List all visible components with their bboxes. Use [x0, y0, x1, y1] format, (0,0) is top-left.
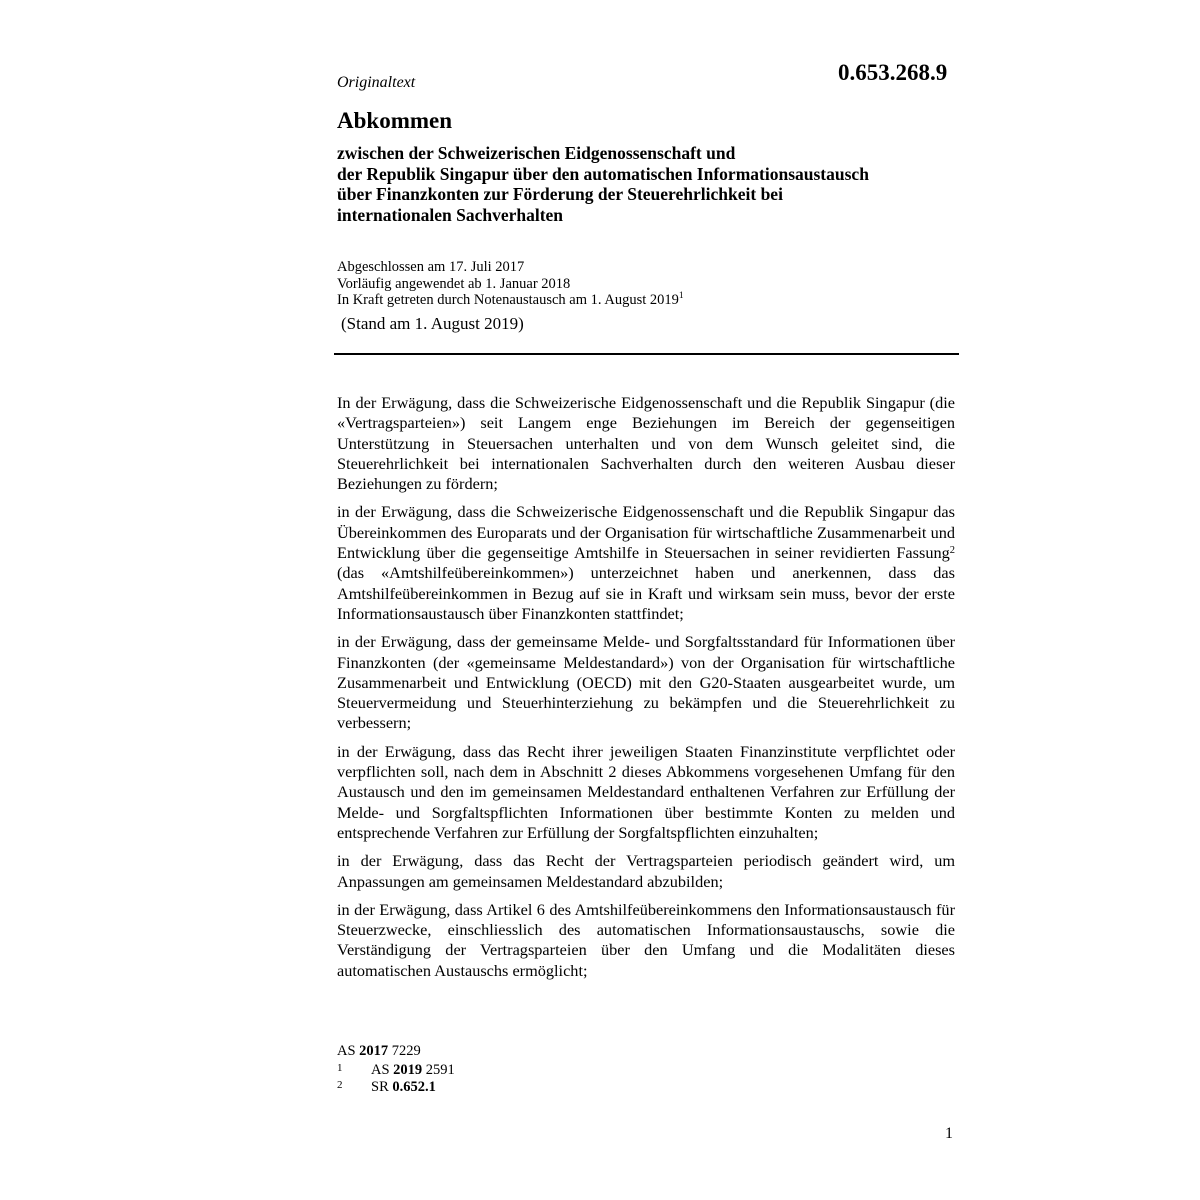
footnote-number: 2: [337, 1079, 343, 1091]
preamble-paragraph: in der Erwägung, dass der gemeinsame Melde- und Sorgfaltsstandard für Informationen über Finanzkonten (der «gemeinsame Meldestandard») von der Organisation für wirtschaftliche Zusammenarbeit und Entwicklung (OECD) mit den G20-Staaten ausgearbeitet wurde, um Steuervermeidung und Steuerhinterziehung zu bekämpfen und die Steuerehrlichkeit zu verbessern;: [337, 632, 955, 733]
paragraph-text: in der Erwägung, dass die Schweizerische Eidgenossenschaft und die Republik Singapur das Übereinkommen des Europarats und der Organisation für wirtschaftliche Zusammenarbeit und Entwicklung über die gegenseitige Amtshilfe in Steuersachen in seiner revidierten Fassung: [337, 502, 955, 563]
as-reference: [337, 1043, 421, 1060]
footnote-bold: 0.652.1: [392, 1079, 436, 1095]
preamble-paragraph: in der Erwägung, dass das Recht der Vertragsparteien periodisch geändert wird, um Anpassungen am gemeinsamen Meldestandard abzubilden;: [337, 851, 955, 891]
subtitle-line: internationalen Sachverhalten: [337, 204, 564, 225]
footnote-bold: 2019: [393, 1062, 423, 1078]
original-text-label: Originaltext: [337, 74, 416, 91]
subtitle-line: zwischen der Schweizerischen Eidgenossenschaft und: [337, 143, 736, 163]
preamble-paragraph: in der Erwägung, dass Artikel 6 des Amtshilfeübereinkommens den Informationsaustausch für Steuerzwecke, einschliesslich des automatischen Informationsaustauschs, sowie die Verständigung der Vertragsparteien über den Umfang und die Modalitäten dieses automatischen Austauschs ermöglicht;: [337, 899, 955, 980]
footnote-ref: 1: [678, 291, 684, 301]
concluded-date: Abgeschlossen am 17. Juli 2017: [337, 259, 525, 275]
status-date: (Stand am 1. August 2019): [341, 314, 524, 333]
applied-date: Vorläufig angewendet ab 1. Januar 2018: [337, 275, 571, 292]
footnote-suffix: 2591: [425, 1062, 455, 1078]
as-prefix: AS: [337, 1043, 356, 1059]
sr-number: 0.653.268.9: [838, 60, 948, 85]
as-year: 2017: [359, 1043, 389, 1059]
in-force-text: In Kraft getreten durch Notenaustausch am 1. August 2019: [337, 292, 679, 308]
preamble-paragraph: in der Erwägung, dass das Recht ihrer jeweiligen Staaten Finanzinstitute verpflichtet oder verpflichten soll, nach dem in Abschnitt 2 dieses Abkommens vorgesehenen Umfang für den Austausch und den im gemeinsamen Meldestandard enthaltenen Verfahren zur Erfüllung der Melde- und Sorgfaltspflichten Informationen über bestimmte Konten zu melden und entsprechende Verfahren zur Erfüllung der Sorgfaltspflichten einzuhalten;: [337, 741, 955, 842]
subtitle-line: der Republik Singapur über den automatischen Informationsaustausch: [337, 163, 869, 184]
footnote-prefix: SR: [371, 1079, 389, 1095]
footnote-ref: 2: [949, 545, 955, 557]
preamble-paragraph: [337, 502, 955, 624]
footnote: [337, 1079, 436, 1096]
footnote-prefix: AS: [371, 1062, 390, 1078]
footnote-number: 1: [337, 1062, 343, 1074]
document-metadata: [337, 259, 684, 309]
as-page: 7229: [391, 1043, 421, 1059]
preamble-body: [337, 393, 955, 989]
in-force-date: [337, 292, 684, 309]
page-number: 1: [945, 1125, 953, 1142]
preamble-paragraph: In der Erwägung, dass die Schweizerische Eidgenossenschaft und die Republik Singapur (die «Vertragsparteien») seit Langem enge Beziehungen im Bereich der gegenseitigen Unterstützung in Steuersachen unterhalten und von dem Wunsch geleitet sind, die Steuerehrlichkeit bei internationalen Sachverhalten durch den weiteren Ausbau dieser Beziehungen zu fördern;: [337, 393, 955, 494]
document-subtitle: [337, 143, 977, 225]
header-divider: [334, 353, 959, 355]
footnote: [337, 1062, 455, 1079]
paragraph-text: (das «Amtshilfeübereinkommen») unterzeichnet haben und anerkennen, dass das Amtshilfeübereinkommen in Bezug auf sie in Kraft und wirksam sein muss, bevor der erste Informationsaustausch über Finanzkonten stattfindet;: [337, 563, 955, 623]
subtitle-line: über Finanzkonten zur Förderung der Steuerehrlichkeit bei: [337, 184, 783, 204]
document-title: Abkommen: [337, 108, 453, 133]
